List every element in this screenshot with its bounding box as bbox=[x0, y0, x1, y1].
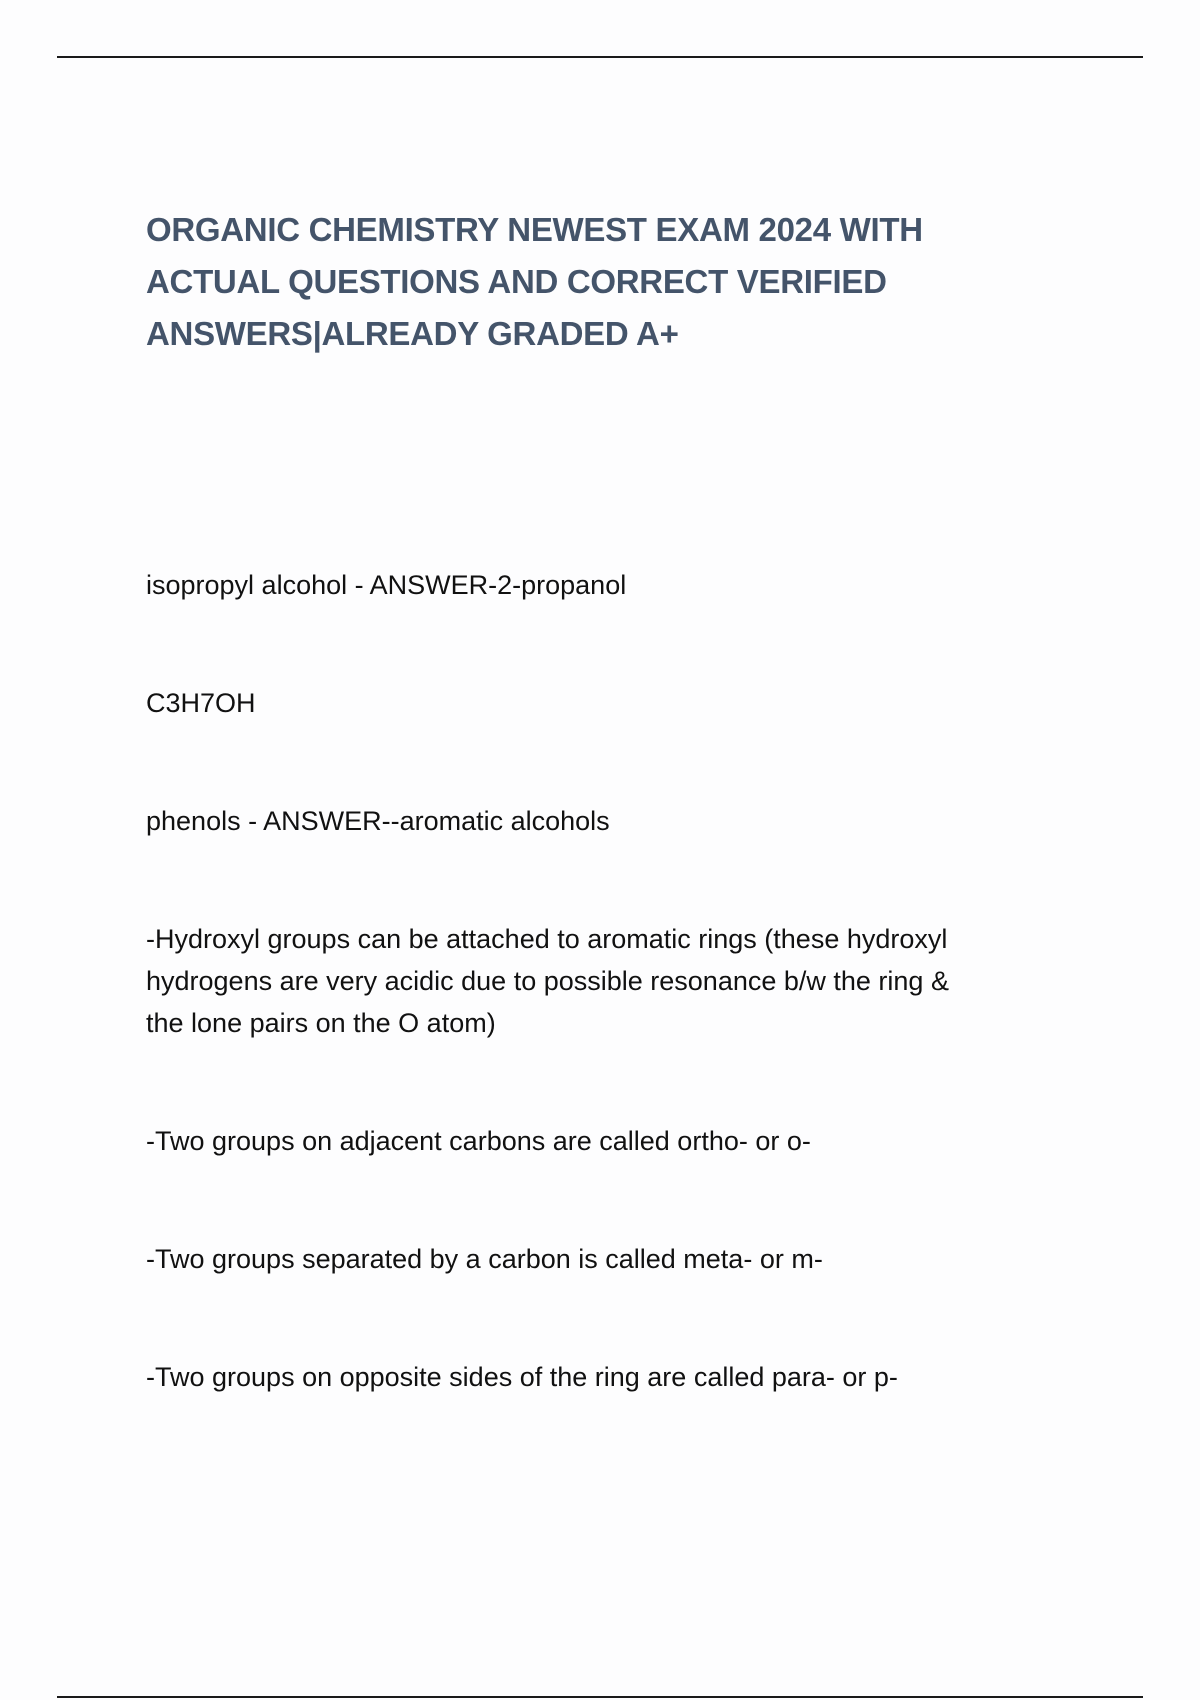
title-line: ANSWERS|ALREADY GRADED A+ bbox=[146, 315, 679, 352]
qa-entry-ortho: -Two groups on adjacent carbons are called ortho- or o- bbox=[146, 1126, 811, 1156]
qa-entry-meta: -Two groups separated by a carbon is called meta- or m- bbox=[146, 1244, 823, 1274]
paragraph-line: hydrogens are very acidic due to possible resonance b/w the ring & bbox=[146, 966, 949, 996]
qa-entry-formula: C3H7OH bbox=[146, 688, 256, 718]
footer-rule bbox=[57, 1696, 1143, 1698]
title-line: ORGANIC CHEMISTRY NEWEST EXAM 2024 WITH bbox=[146, 211, 923, 248]
qa-entry-hydroxyl bbox=[146, 918, 949, 1044]
qa-entry-phenols: phenols - ANSWER--aromatic alcohols bbox=[146, 806, 610, 836]
paragraph-line: -Hydroxyl groups can be attached to aromatic rings (these hydroxyl bbox=[146, 924, 948, 954]
document-title bbox=[146, 204, 1046, 360]
qa-entry-isopropyl: isopropyl alcohol - ANSWER-2-propanol bbox=[146, 570, 627, 600]
title-line: ACTUAL QUESTIONS AND CORRECT VERIFIED bbox=[146, 263, 887, 300]
paragraph-line: the lone pairs on the O atom) bbox=[146, 1008, 496, 1038]
header-rule bbox=[57, 56, 1143, 58]
qa-entry-para: -Two groups on opposite sides of the ring are called para- or p- bbox=[146, 1362, 898, 1392]
